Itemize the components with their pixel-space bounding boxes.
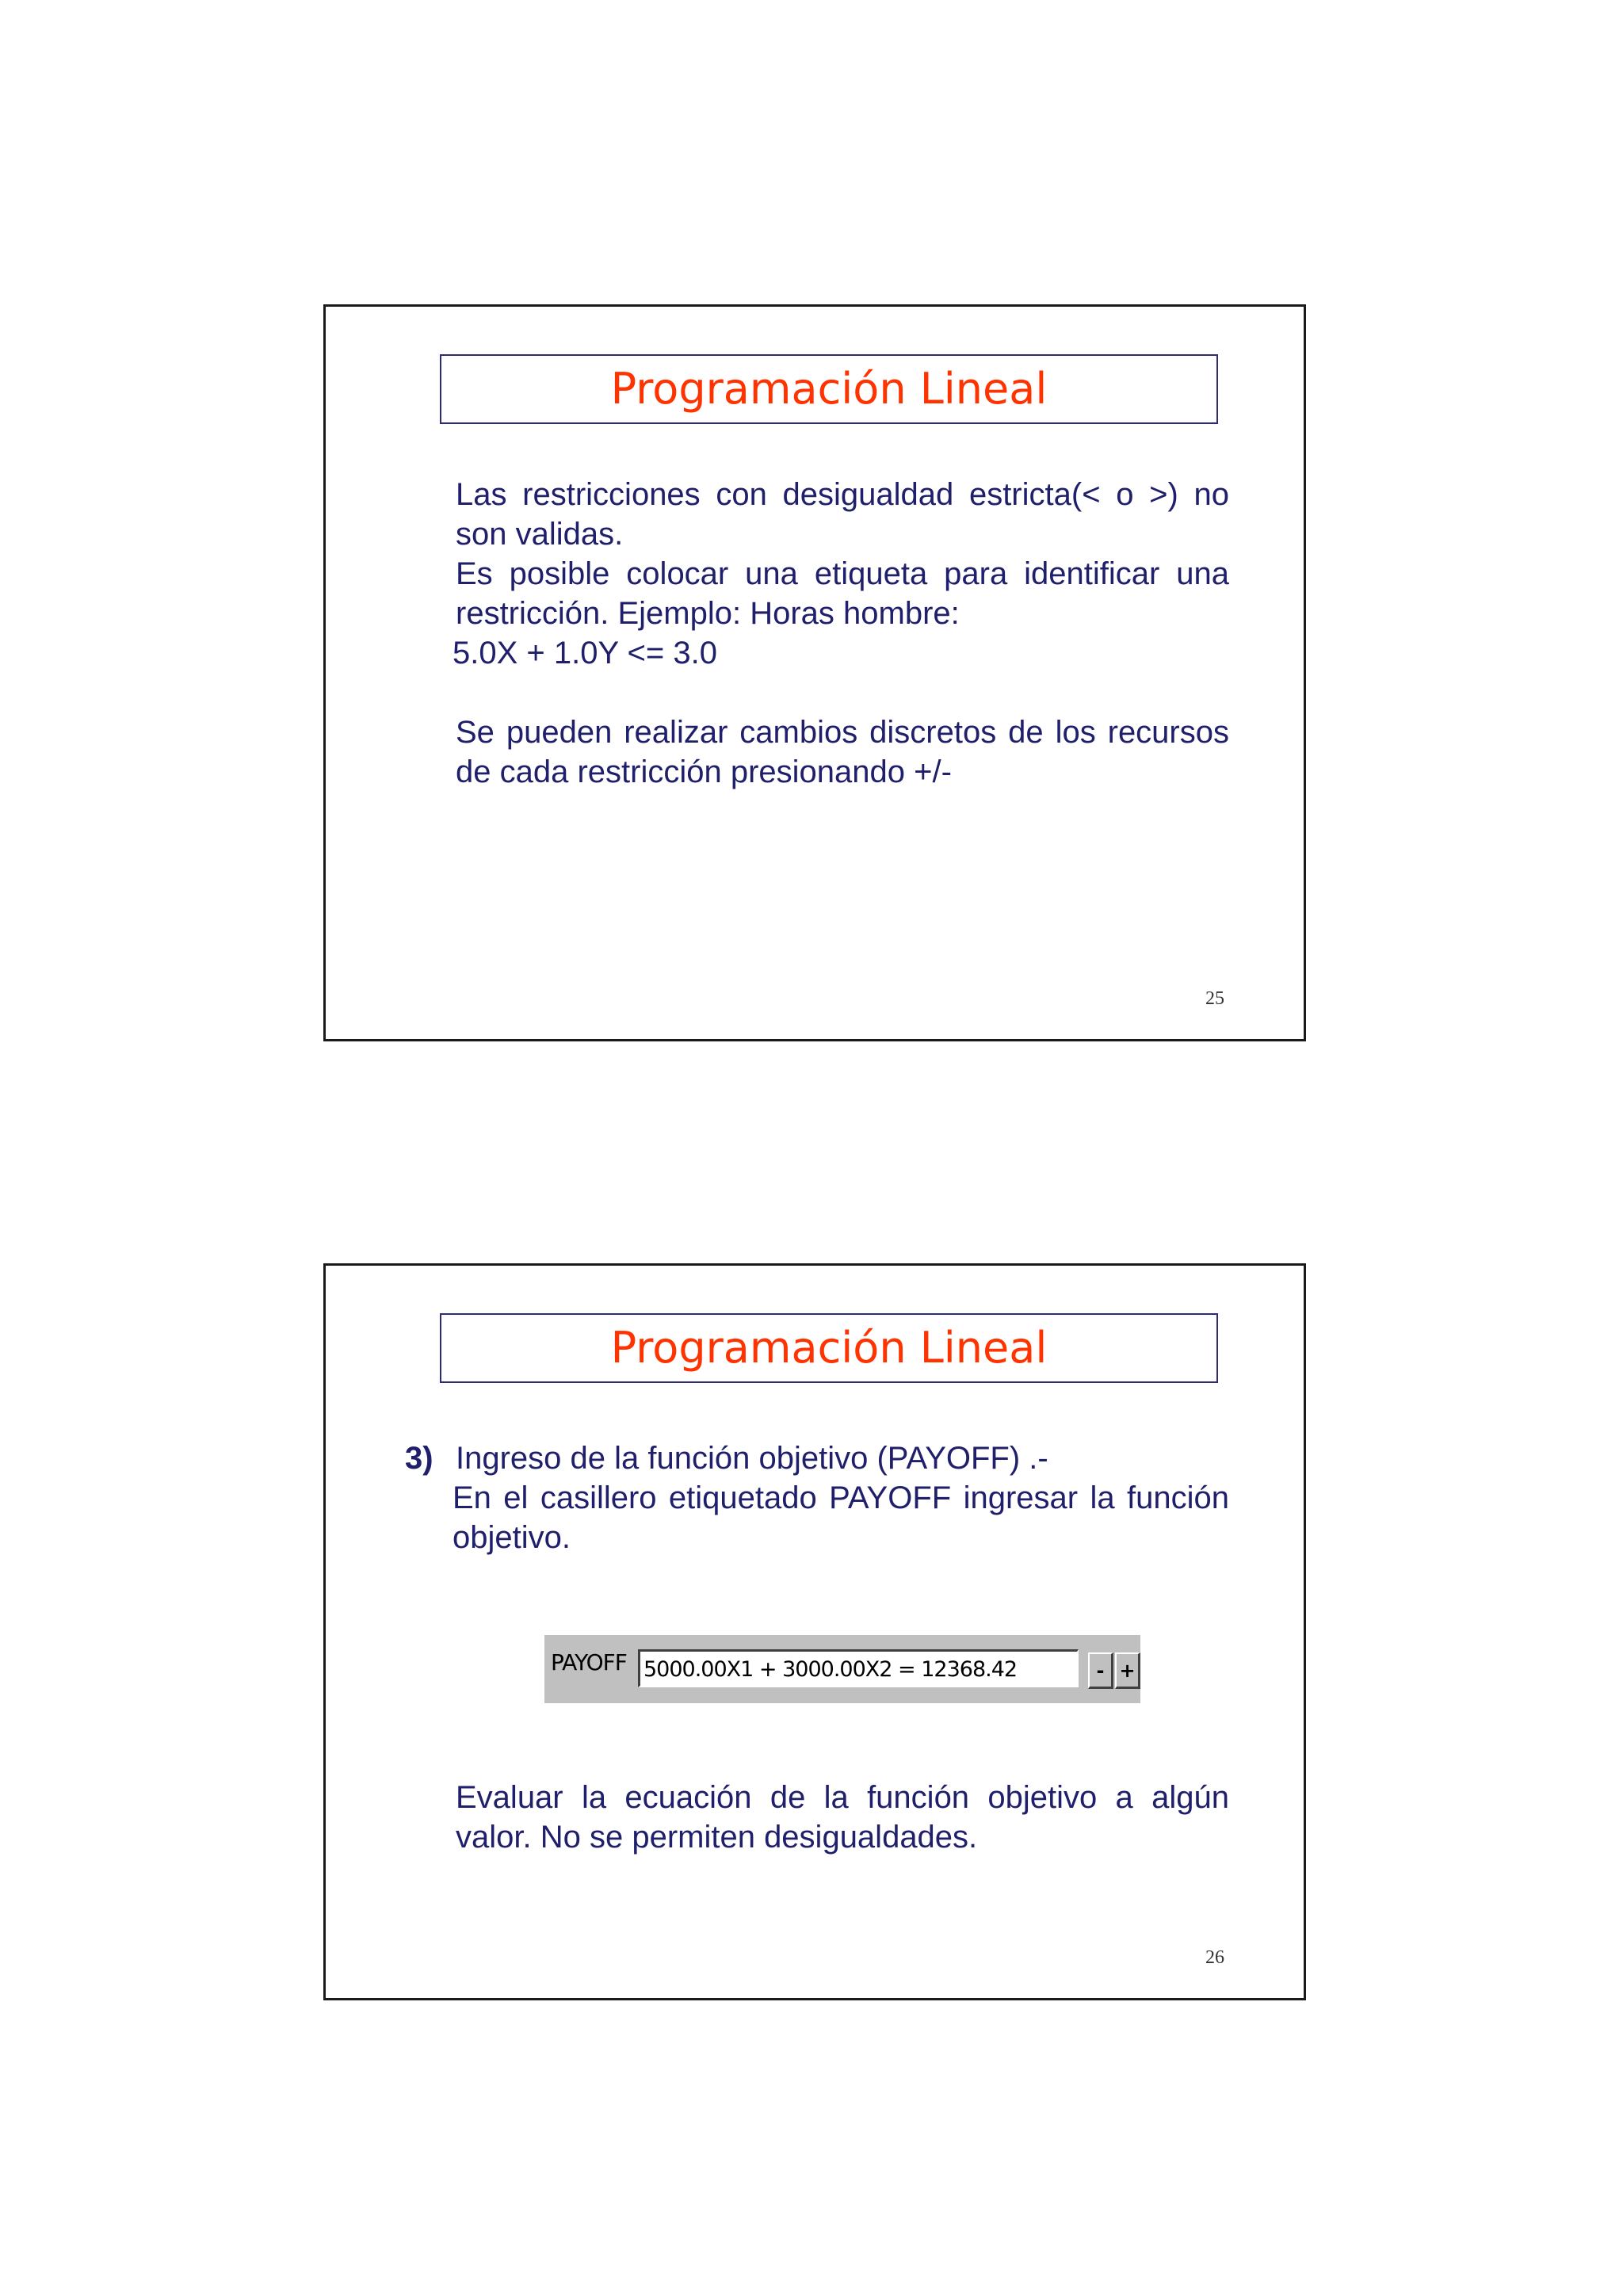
paragraph-label-restriction: Es posible colocar una etiqueta para identificar una restricción. Ejemplo: Horas hombre: [456, 556, 1229, 631]
paragraph-strict-inequality: Las restricciones con desigualdad estricta(< o >) no son validas. [456, 477, 1229, 552]
example-equation: 5.0X + 1.0Y <= 3.0 [453, 636, 717, 670]
slide-25 [323, 304, 1306, 1041]
decrement-button[interactable]: - [1088, 1652, 1113, 1689]
slide-title-box [440, 354, 1218, 424]
slide-title: Programación Lineal [610, 364, 1048, 414]
item-number: 3) [405, 1441, 433, 1476]
slide-26 [323, 1263, 1306, 2000]
page-number: 25 [1205, 988, 1224, 1009]
paragraph-discrete-changes: Se pueden realizar cambios discretos de los recursos de cada restricción presionando +/- [456, 715, 1229, 789]
increment-button[interactable]: + [1115, 1652, 1140, 1689]
payoff-input[interactable]: 5000.00X1 + 3000.00X2 = 12368.42 [638, 1649, 1079, 1687]
closing-text: Evaluar la ecuación de la función objetivo a algún valor. No se permiten desigualdades. [456, 1780, 1229, 1855]
slide-title-box [440, 1313, 1218, 1383]
closing-text-block [456, 1778, 1229, 1857]
payoff-label: PAYOFF [551, 1649, 627, 1675]
slide-body [453, 475, 1229, 792]
item-text [453, 1438, 1229, 1557]
slide-title: Programación Lineal [610, 1323, 1048, 1373]
payoff-toolbar [544, 1635, 1140, 1703]
item-body: En el casillero etiquetado PAYOFF ingresar la función objetivo. [453, 1480, 1229, 1555]
item-heading: Ingreso de la función objetivo (PAYOFF) .- [456, 1441, 1048, 1476]
page-number: 26 [1205, 1947, 1224, 1968]
